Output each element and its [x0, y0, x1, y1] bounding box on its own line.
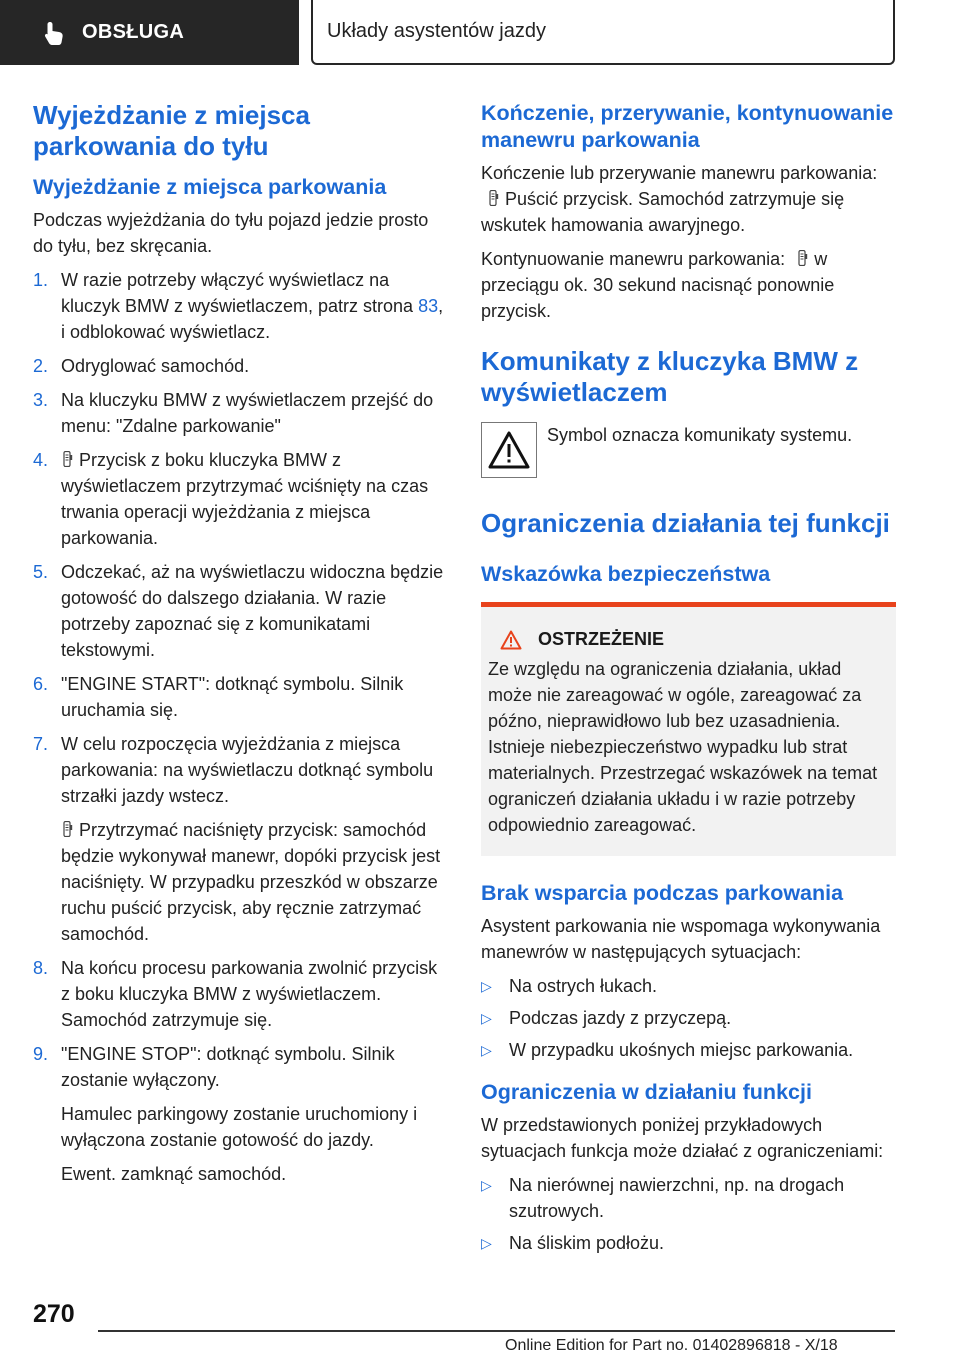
page-link[interactable]: 83 — [418, 296, 439, 316]
triangle-bullet-icon: ▷ — [481, 978, 492, 994]
paragraph — [481, 246, 896, 324]
paragraph-text: Kontynuowanie manewru parkowania: — [481, 249, 786, 269]
step-number: 5. — [33, 562, 49, 582]
paragraph — [481, 160, 896, 238]
list-item-text: Podczas jazdy z przyczepą. — [509, 1008, 732, 1028]
step-extra — [61, 817, 449, 947]
triangle-bullet-icon: ▷ — [481, 1177, 492, 1193]
page-number: 270 — [33, 1300, 75, 1328]
list-item — [481, 1037, 896, 1063]
list-item — [33, 267, 449, 345]
warning-box — [481, 602, 896, 856]
heading-function-limits: Ograniczenia w działaniu funkcji — [481, 1080, 812, 1104]
heading-exit-parking: Wyjeżdżanie z miejsca parkowania — [33, 175, 387, 199]
step-extra: Hamulec parkingowy zostanie uruchomiony i wyłączona zostanie gotowość do jazdy. — [61, 1104, 418, 1150]
heading-finish-maneuver: Kończenie, przerywanie, kontynuowanie manewru parkowania — [481, 101, 894, 152]
symbol-description: Symbol oznacza komunikaty systemu. — [547, 425, 853, 445]
step-number: 6. — [33, 674, 49, 694]
step-number: 3. — [33, 390, 49, 410]
key-button-icon — [63, 451, 73, 467]
list-item — [33, 387, 449, 439]
left-column — [33, 100, 449, 1195]
step-number: 9. — [33, 1044, 49, 1064]
list-item — [33, 447, 449, 551]
hand-pointer-icon — [40, 19, 68, 47]
list-item-text: Na nierównej nawierzchni, np. na drogach szutrowych. — [509, 1175, 845, 1221]
heading-no-support: Brak wsparcia podczas parkowania — [481, 881, 844, 905]
paragraph: W przedstawionych poniżej przykładowych sytuacjach funkcja może działać z ograniczeniami: — [481, 1115, 884, 1161]
step-text: Odczekać, aż na wyświetlaczu widoczna będzie gotowość do dalszego działania. W razie potrzeby zapoznać się z komunikatami tekstowymi. — [61, 562, 444, 660]
step-number: 1. — [33, 270, 49, 290]
step-text: W razie potrzeby włączyć wyświetlacz na kluczyk BMW z wyświetlaczem, patrz strona — [61, 270, 419, 316]
step-text: "ENGINE START": dotknąć symbolu. Silnik uruchamia się. — [61, 674, 404, 720]
step-text-end: , i odblokować wyświetlacz. — [61, 296, 444, 342]
warning-title — [488, 629, 888, 650]
list-item-text: Na ostrych łukach. — [509, 976, 658, 996]
list-item — [33, 671, 449, 723]
heading-key-messages: Komunikaty z kluczyka BMW z wyświetlaczem — [481, 346, 859, 407]
list-item — [481, 1230, 896, 1256]
warning-text: Ze względu na ograniczenia działania, układ może nie zareagować w ogóle, zareagować za późno, nieprawidłowo lub bez uzasadnienia. Istnieje niebezpieczeństwo wypadku lub strat materialnych. Przestrzegać wskazówek na temat ograniczeń działania układu i w razie potrzeby odpowiednio zareagować. — [488, 659, 878, 835]
paragraph-text: Puścić przycisk. Samochód zatrzymuje się wskutek hamowania awaryjnego. — [481, 189, 845, 235]
step-text: Na końcu procesu parkowania zwolnić przycisk z boku kluczyka BMW z wyświetlaczem. Samochód zatrzymuje się. — [61, 958, 438, 1030]
list-item — [33, 731, 449, 947]
step-number: 7. — [33, 734, 49, 754]
step-text: Przycisk z boku kluczyka BMW z wyświetlaczem przytrzymać wciśnięty na czas trwania operacji wyjeżdżania z miejsca parkowania. — [61, 450, 429, 548]
key-button-icon — [489, 190, 499, 206]
key-button-icon — [798, 250, 808, 266]
chapter-title: Układy asystentów jazdy — [327, 20, 546, 42]
list-item-text: Na śliskim podłożu. — [509, 1233, 665, 1253]
list-item — [33, 955, 449, 1033]
intro-text: Podczas wyjeżdżania do tyłu pojazd jedzie prosto do tyłu, bez skręcania. — [33, 210, 429, 256]
list-item — [33, 353, 449, 379]
step-text: Na kluczyku BMW z wyświetlaczem przejść do menu: "Zdalne parkowanie" — [61, 390, 434, 436]
paragraph-text: w przeciągu ok. 30 sekund nacisnąć ponownie przycisk. — [481, 249, 835, 321]
steps-list — [33, 267, 449, 1187]
step-number: 8. — [33, 958, 49, 978]
step-text: W celu rozpoczęcia wyjeżdżania z miejsca parkowania: na wyświetlaczu dotknąć symbolu strzałki jazdy wstecz. — [61, 734, 434, 806]
chapter-header — [311, 0, 895, 65]
warning-title-text: OSTRZEŻENIE — [538, 629, 665, 649]
triangle-bullet-icon: ▷ — [481, 1042, 492, 1058]
heading-reverse-exit: Wyjeżdżanie z miejsca parkowania do tyłu — [33, 100, 310, 161]
footer-divider — [98, 1330, 895, 1332]
paragraph-text: Kończenie lub przerywanie manewru parkowania: — [481, 163, 878, 183]
list-item — [33, 559, 449, 663]
heading-limitations: Ograniczenia działania tej funkcji — [481, 508, 890, 538]
right-column — [481, 100, 896, 1262]
list-item — [33, 1041, 449, 1187]
step-text: "ENGINE STOP": dotknąć symbolu. Silnik zostanie wyłączony. — [61, 1044, 395, 1090]
list-item — [481, 973, 896, 999]
list-item — [481, 1005, 896, 1031]
warning-symbol-box — [481, 422, 537, 478]
step-text: Odryglować samochód. — [61, 356, 250, 376]
step-number: 4. — [33, 450, 49, 470]
warning-triangle-icon — [487, 430, 531, 470]
key-button-icon — [63, 821, 73, 837]
step-number: 2. — [33, 356, 49, 376]
no-support-list — [481, 973, 896, 1063]
step-extra: Ewent. zamknąć samochód. — [61, 1164, 287, 1184]
paragraph: Asystent parkowania nie wspomaga wykonywania manewrów w następujących sytuacjach: — [481, 916, 881, 962]
triangle-bullet-icon: ▷ — [481, 1010, 492, 1026]
heading-safety-note: Wskazówka bezpieczeństwa — [481, 562, 771, 586]
limits-list — [481, 1172, 896, 1256]
section-tab[interactable] — [0, 0, 299, 65]
section-title: OBSŁUGA — [82, 21, 185, 43]
symbol-row — [481, 422, 896, 478]
warning-triangle-icon — [500, 630, 522, 650]
step-extra-text: Przytrzymać naciśnięty przycisk: samochód będzie wykonywał manewr, dopóki przycisk jest naciśnięty. W przypadku przeszkód w obszarze ruchu puścić przycisk, aby ręcznie zatrzymać samochód. — [61, 820, 441, 944]
list-item — [481, 1172, 896, 1224]
triangle-bullet-icon: ▷ — [481, 1235, 492, 1251]
footer-edition: Online Edition for Part no. 01402896818 - X/18 — [505, 1337, 838, 1354]
list-item-text: W przypadku ukośnych miejsc parkowania. — [509, 1040, 854, 1060]
